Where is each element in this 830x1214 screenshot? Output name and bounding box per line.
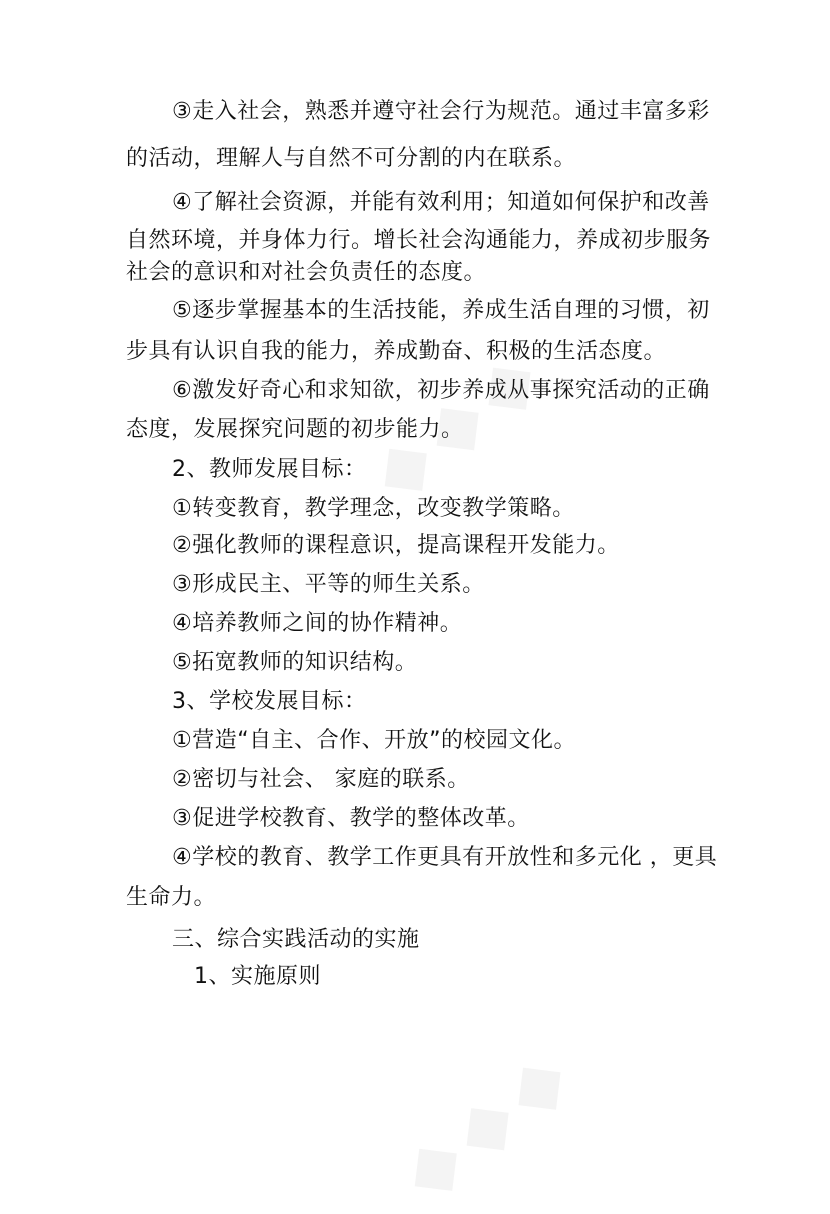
subsection-heading: 1、实施原则 <box>194 964 321 989</box>
text-line: ③走入社会，熟悉并遵守社会行为规范。通过丰富多彩 <box>172 99 710 124</box>
text-line: 生命力。 <box>126 885 217 910</box>
text-line: 的活动，理解人与自然不可分割的内在联系。 <box>126 146 577 171</box>
text-line: ④学校的教育、教学工作更具有开放性和多元化 ，更具 <box>172 845 718 870</box>
text-line: ⑤拓宽教师的知识结构。 <box>172 650 418 675</box>
section-heading: 3、学校发展目标： <box>172 689 367 714</box>
text-line: 社会的意识和对社会负责任的态度。 <box>126 260 487 285</box>
text-line: ①转变教育，教学理念，改变教学策略。 <box>172 496 575 521</box>
text-line: ④了解社会资源，并能有效利用；知道如何保护和改善 <box>172 190 710 215</box>
text-line: ③促进学校教育、教学的整体改革。 <box>172 806 530 831</box>
section-heading: 2、教师发展目标： <box>172 457 367 482</box>
text-line: ②强化教师的课程意识，提高课程开发能力。 <box>172 533 620 558</box>
chapter-heading: 三、综合实践活动的实施 <box>172 927 420 952</box>
text-line: 自然环境，并身体力行。增长社会沟通能力，养成初步服务 <box>126 228 712 253</box>
text-line: ③形成民主、平等的师生关系。 <box>172 572 485 597</box>
text-line: ⑥激发好奇心和求知欲，初步养成从事探究活动的正确 <box>172 378 710 403</box>
watermark-bottom <box>386 1028 592 1214</box>
text-line: ④培养教师之间的协作精神。 <box>172 611 463 636</box>
text-line: 步具有认识自我的能力，养成勤奋、积极的生活态度。 <box>126 339 667 364</box>
text-line: ①营造“自主、合作、开放”的校园文化。 <box>172 728 577 753</box>
text-line: 态度，发展探究问题的初步能力。 <box>126 417 464 442</box>
text-line: ②密切与社会、 家庭的联系。 <box>172 767 470 792</box>
text-line: ⑤逐步掌握基本的生活技能，养成生活自理的习惯，初 <box>172 298 710 323</box>
